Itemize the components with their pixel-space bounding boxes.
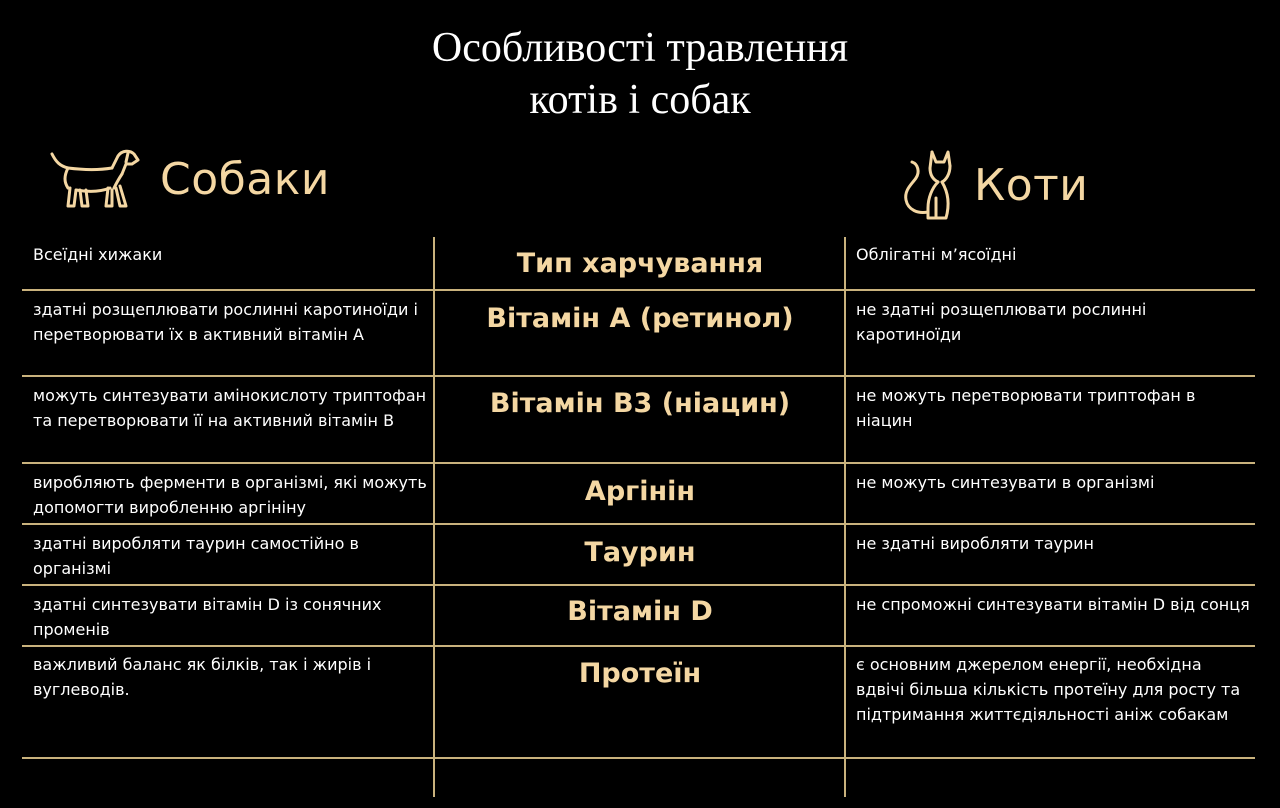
topic-vitamin-a: Вітамін А (ретинол)	[486, 303, 794, 334]
topic-arginine: Аргінін	[584, 476, 696, 507]
title-line-2: котів і собак	[529, 77, 751, 123]
row-divider	[22, 289, 1255, 291]
cat-icon	[898, 148, 956, 222]
dogs-vitamin-a: здатні розщеплювати рослинні каротиноїди і перетворювати їх в активний вітамін А	[33, 300, 418, 344]
row-divider	[22, 757, 1255, 759]
cats-vitamin-a: не здатні розщеплювати рослинні каротиноїди	[856, 300, 1147, 344]
dogs-vitamin-b3: можуть синтезувати амінокислоту триптофан та перетворювати її на активний вітамін В	[33, 386, 427, 430]
dogs-taurine: здатні виробляти таурин самостійно в організмі	[33, 534, 359, 578]
dogs-header	[48, 148, 330, 210]
cats-header	[898, 148, 1088, 222]
cats-taurine: не здатні виробляти таурин	[856, 534, 1094, 553]
row-divider	[22, 584, 1255, 586]
row-divider	[22, 375, 1255, 377]
cats-vitamin-b3: не можуть перетворювати триптофан в ніацин	[856, 386, 1196, 430]
topic-vitamin-b3: Вітамін В3 (ніацин)	[489, 388, 791, 419]
cats-label: Коти	[974, 159, 1089, 211]
topic-taurine: Таурин	[584, 537, 696, 568]
dogs-arginine: виробляють ферменти в організмі, які можуть допомогти виробленню аргініну	[33, 473, 427, 517]
page-title	[0, 22, 1280, 126]
cats-arginine: не можуть синтезувати в організмі	[856, 473, 1155, 492]
dogs-protein: важливий баланс як білків, так і жирів і вуглеводів.	[33, 655, 372, 699]
column-divider-right	[844, 237, 846, 797]
topic-protein: Протеїн	[578, 658, 702, 689]
topic-vitamin-d: Вітамін D	[567, 596, 713, 627]
cats-protein: є основним джерелом енергії, необхідна вдвічі більша кількість протеїну для росту та підтримання життєдіяльності аніж собакам	[856, 655, 1241, 724]
cats-vitamin-d: не спроможні синтезувати вітамін D від сонця	[856, 595, 1250, 614]
dogs-vitamin-d: здатні синтезувати вітамін D із сонячних променів	[33, 595, 382, 639]
dog-icon	[48, 148, 140, 210]
row-divider	[22, 523, 1255, 525]
dogs-label: Собаки	[160, 153, 330, 205]
column-divider-left	[433, 237, 435, 797]
title-line-1: Особливості травлення	[431, 25, 849, 71]
topic-diet-type: Тип харчування	[516, 248, 764, 279]
cats-diet-type: Облігатні м’ясоїдні	[856, 245, 1017, 264]
row-divider	[22, 462, 1255, 464]
row-divider	[22, 645, 1255, 647]
dogs-diet-type: Всеїдні хижаки	[33, 245, 163, 264]
